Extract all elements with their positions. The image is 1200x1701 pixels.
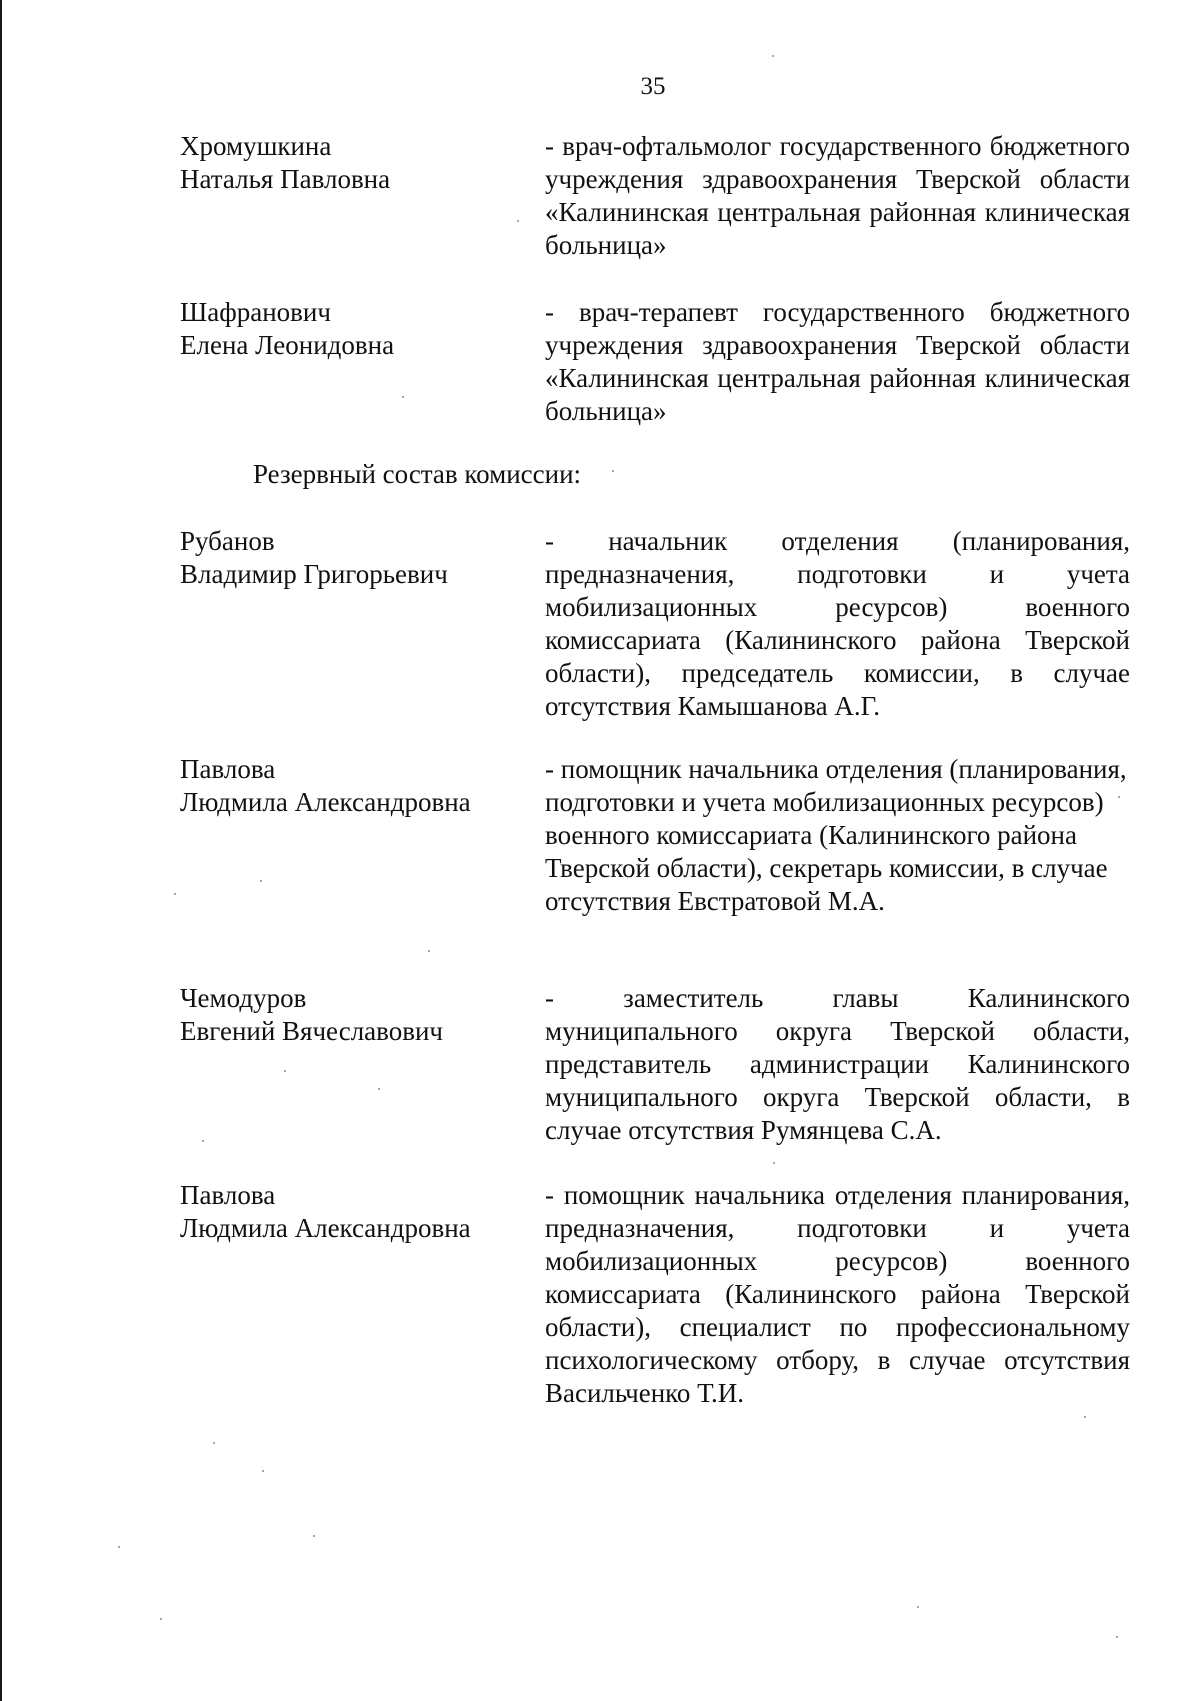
member-surname: Шафранович: [180, 297, 331, 327]
scan-speck: [402, 396, 404, 398]
member-surname: Чемодуров: [180, 983, 307, 1013]
member-given-names: Елена Леонидовна: [180, 330, 395, 360]
scan-speck: [1116, 1636, 1118, 1638]
scan-speck: [174, 893, 176, 895]
scan-speck: [773, 1162, 775, 1164]
scan-speck: [1084, 1416, 1086, 1418]
page-edge-line: [0, 0, 2, 1701]
scan-speck: [378, 1088, 380, 1090]
scan-speck: [1118, 796, 1120, 798]
member-given-names: Владимир Григорьевич: [180, 559, 448, 589]
member-description: - помощник начальника отделения (планирования, подготовки и учета мобилизационных ресурсов) военного комиссариата (Калининского района Тверской области), секретарь комиссии, в случае отсутствия Евстратовой М.А.: [545, 754, 1127, 916]
scan-speck: [428, 950, 430, 952]
scan-speck: [612, 470, 614, 472]
member-surname: Рубанов: [180, 526, 275, 556]
member-name: [180, 130, 510, 196]
scan-speck: [517, 220, 519, 222]
member-description: - начальник отделения (планирования, предназначения, подготовки и учета мобилизационных ресурсов) военного комиссариата (Калининского района Тверской области), председатель комиссии, в случае отсутствия Камышанова А.Г.: [545, 526, 1130, 721]
member-surname: Хромушкина: [180, 131, 332, 161]
member-description: - заместитель главы Калининского муниципального округа Тверской области, представитель администрации Калининского муниципального округа Тверской области, в случае отсутствия Румянцева С.А.: [545, 983, 1130, 1145]
member-description: - врач-терапевт государственного бюджетного учреждения здравоохранения Тверской области «Калининская центральная районная клиническая больница»: [545, 297, 1130, 426]
member-given-names: Наталья Павловна: [180, 164, 391, 194]
member-surname: Павлова: [180, 1180, 276, 1210]
scan-speck: [284, 1070, 286, 1072]
member-surname: Павлова: [180, 754, 276, 784]
page-number: 35: [640, 73, 666, 100]
member-description: - помощник начальника отделения планирования, предназначения, подготовки и учета мобилизационных ресурсов) военного комиссариата (Калининского района Тверской области), специалист по профессиональному психологическому отбору, в случае отсутствия Васильченко Т.И.: [545, 1180, 1130, 1408]
scan-speck: [202, 1140, 204, 1142]
scan-speck: [160, 1618, 162, 1620]
member-name: [180, 1179, 510, 1245]
scan-speck: [262, 1470, 264, 1472]
reserve-section-heading: Резервный состав комиссии:: [253, 459, 582, 489]
member-given-names: Евгений Вячеславович: [180, 1016, 443, 1046]
member-name: [180, 982, 510, 1048]
scan-speck: [772, 55, 774, 57]
scan-speck: [313, 1535, 315, 1537]
member-given-names: Людмила Александровна: [180, 1213, 471, 1243]
member-description: - врач-офтальмолог государственного бюджетного учреждения здравоохранения Тверской области «Калининская центральная районная клиническая больница»: [545, 131, 1130, 260]
scan-speck: [213, 1442, 215, 1444]
scan-speck: [118, 1546, 120, 1548]
member-name: [180, 753, 510, 819]
scan-speck: [260, 880, 262, 882]
member-name: [180, 525, 510, 591]
scan-speck: [917, 1606, 919, 1608]
member-given-names: Людмила Александровна: [180, 787, 471, 817]
member-name: [180, 296, 510, 362]
